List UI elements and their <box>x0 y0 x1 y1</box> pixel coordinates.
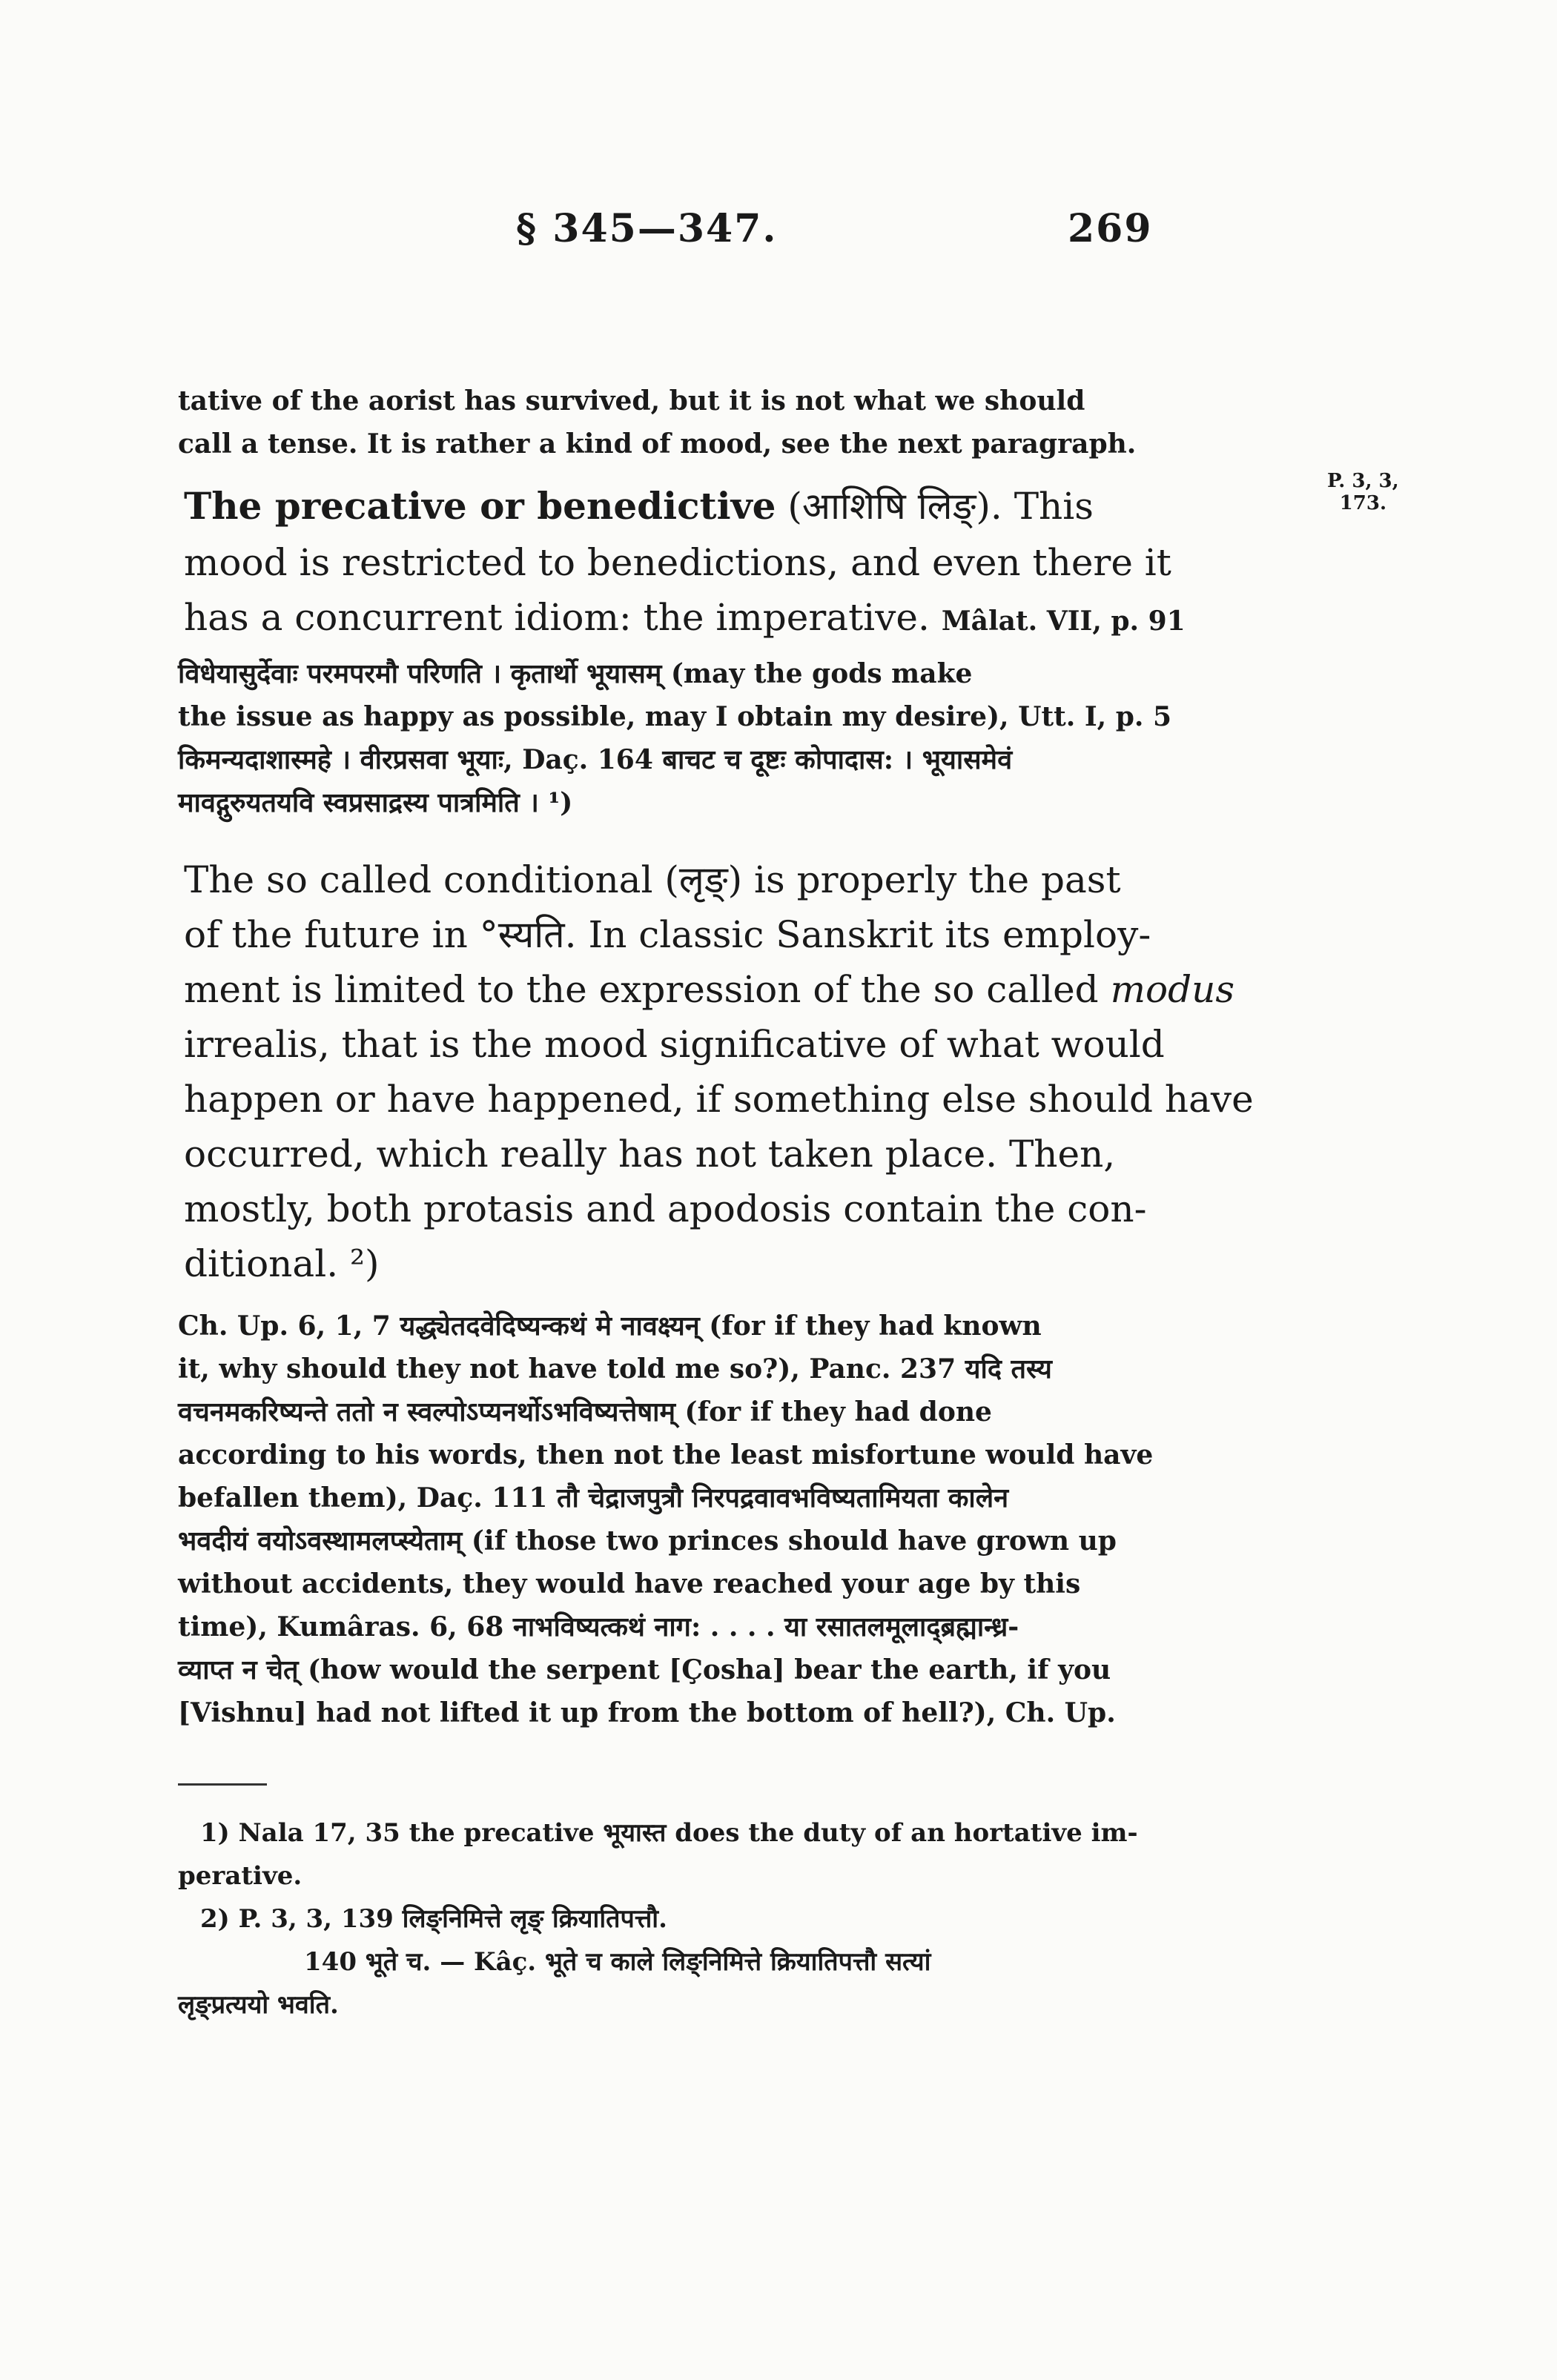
page-number: 269 <box>1068 206 1153 251</box>
footnote-rule <box>178 1783 267 1786</box>
example-line: the issue as happy as possible, may I obtain my desire), Utt. I, p. 5 <box>178 701 1172 732</box>
example-line: [Vishnu] had not lifted it up from the bottom of hell?), Ch. Up. <box>178 1697 1116 1728</box>
running-header-section: § 345—347. <box>516 206 778 251</box>
example-line: भवदीयं वयोऽवस्थामलप्स्येताम् (if those two princes should have grown up <box>178 1525 1117 1557</box>
paragraph-precative-line-1 <box>184 479 1094 534</box>
text-line: mood is restricted to benedictions, and even there it <box>184 541 1171 584</box>
text-line: of the future in °स्यति. In classic Sanskrit its employ- <box>184 913 1151 956</box>
example-line: according to his words, then not the least misfortune would have <box>178 1439 1154 1471</box>
example-line: वचनमकरिष्यन्ते ततो न स्वल्पोऽप्यनर्थोऽभविष्यत्तेषाम् (for if they had done <box>178 1396 992 1428</box>
footnote-line: 1) Nala 17, 35 the precative भूयास्त does the duty of an hortative im- <box>200 1818 1138 1848</box>
example-line: without accidents, they would have reached your age by this <box>178 1568 1081 1600</box>
text-line: mostly, both protasis and apodosis contain the con- <box>184 1187 1147 1230</box>
footnote-line: लृङ्प्रत्ययो भवति. <box>178 1990 339 2020</box>
example-line: time), Kumâras. 6, 68 नाभविष्यत्कथं नाग: . . . . या रसातलमूलाद्ब्रह्मान्ध्र- <box>178 1611 1019 1643</box>
text-line <box>184 852 1121 907</box>
italic-term: modus <box>1110 968 1234 1011</box>
example-line: व्याप्त न चेत् (how would the serpent [Çosha] bear the earth, if you <box>178 1654 1111 1685</box>
footnote-line: 2) P. 3, 3, 139 लिङ्निमित्ते लृङ् क्रियातिपत्तौ. <box>200 1904 667 1934</box>
text-line <box>184 590 1186 645</box>
sanskrit-term: (आशिषि लिङ्) <box>787 485 991 528</box>
text-fragment: has a concurrent idiom: the imperative. <box>184 596 930 639</box>
example-line: विधेयासुर्देवाः परमपरमौ परिणति । कृतार्थो भूयासम् (may the gods make <box>178 658 973 689</box>
text-fragment: ment is limited to the expression of the so called <box>184 968 1099 1011</box>
text-line <box>184 962 1234 1017</box>
text-line: call a tense. It is rather a kind of mood, see the next paragraph. <box>178 428 1137 460</box>
text-line: occurred, which really has not taken place. Then, <box>184 1133 1116 1176</box>
text-line: happen or have happened, if something else should have <box>184 1078 1254 1121</box>
footnote-line: 140 भूते च. — Kâç. भूते च काले लिङ्निमित्ते क्रियातिपत्तौ सत्यां <box>304 1947 931 1977</box>
example-line: किमन्यदाशास्महे । वीरप्रसवा भूयाः, Daç. 164 बाचट च दूष्टः कोपादास: । भूयासमेवं <box>178 744 1013 775</box>
text-fragment: The so called conditional (लृङ्) is properly the past <box>184 858 1121 901</box>
text-line: tative of the aorist has survived, but it is not what we should <box>178 385 1085 417</box>
example-line: it, why should they not have told me so?), Panc. 237 यदि तस्य <box>178 1353 1052 1385</box>
precative-lead: The precative or benedictive <box>184 484 776 528</box>
margin-note: P. 3, 3, 173. <box>1327 470 1399 514</box>
text-line: ditional. ²) <box>184 1242 380 1285</box>
reference: Mâlat. VII, p. 91 <box>941 606 1186 637</box>
text-line: irrealis, that is the mood significative of what would <box>184 1023 1165 1066</box>
example-line: befallen them), Daç. 111 तौ चेद्राजपुत्रौ निरपद्रवावभविष्यतामियता कालेन <box>178 1482 1009 1514</box>
text-fragment: . This <box>990 485 1094 528</box>
example-line: मावद्गुरुयतयवि स्वप्रसाद्रस्य पात्रमिति । ¹) <box>178 787 573 818</box>
footnote-line: perative. <box>178 1861 303 1891</box>
example-line: Ch. Up. 6, 1, 7 यद्ध्येतदवेदिष्यन्कथं मे नावक्ष्यन् (for if they had known <box>178 1310 1042 1342</box>
